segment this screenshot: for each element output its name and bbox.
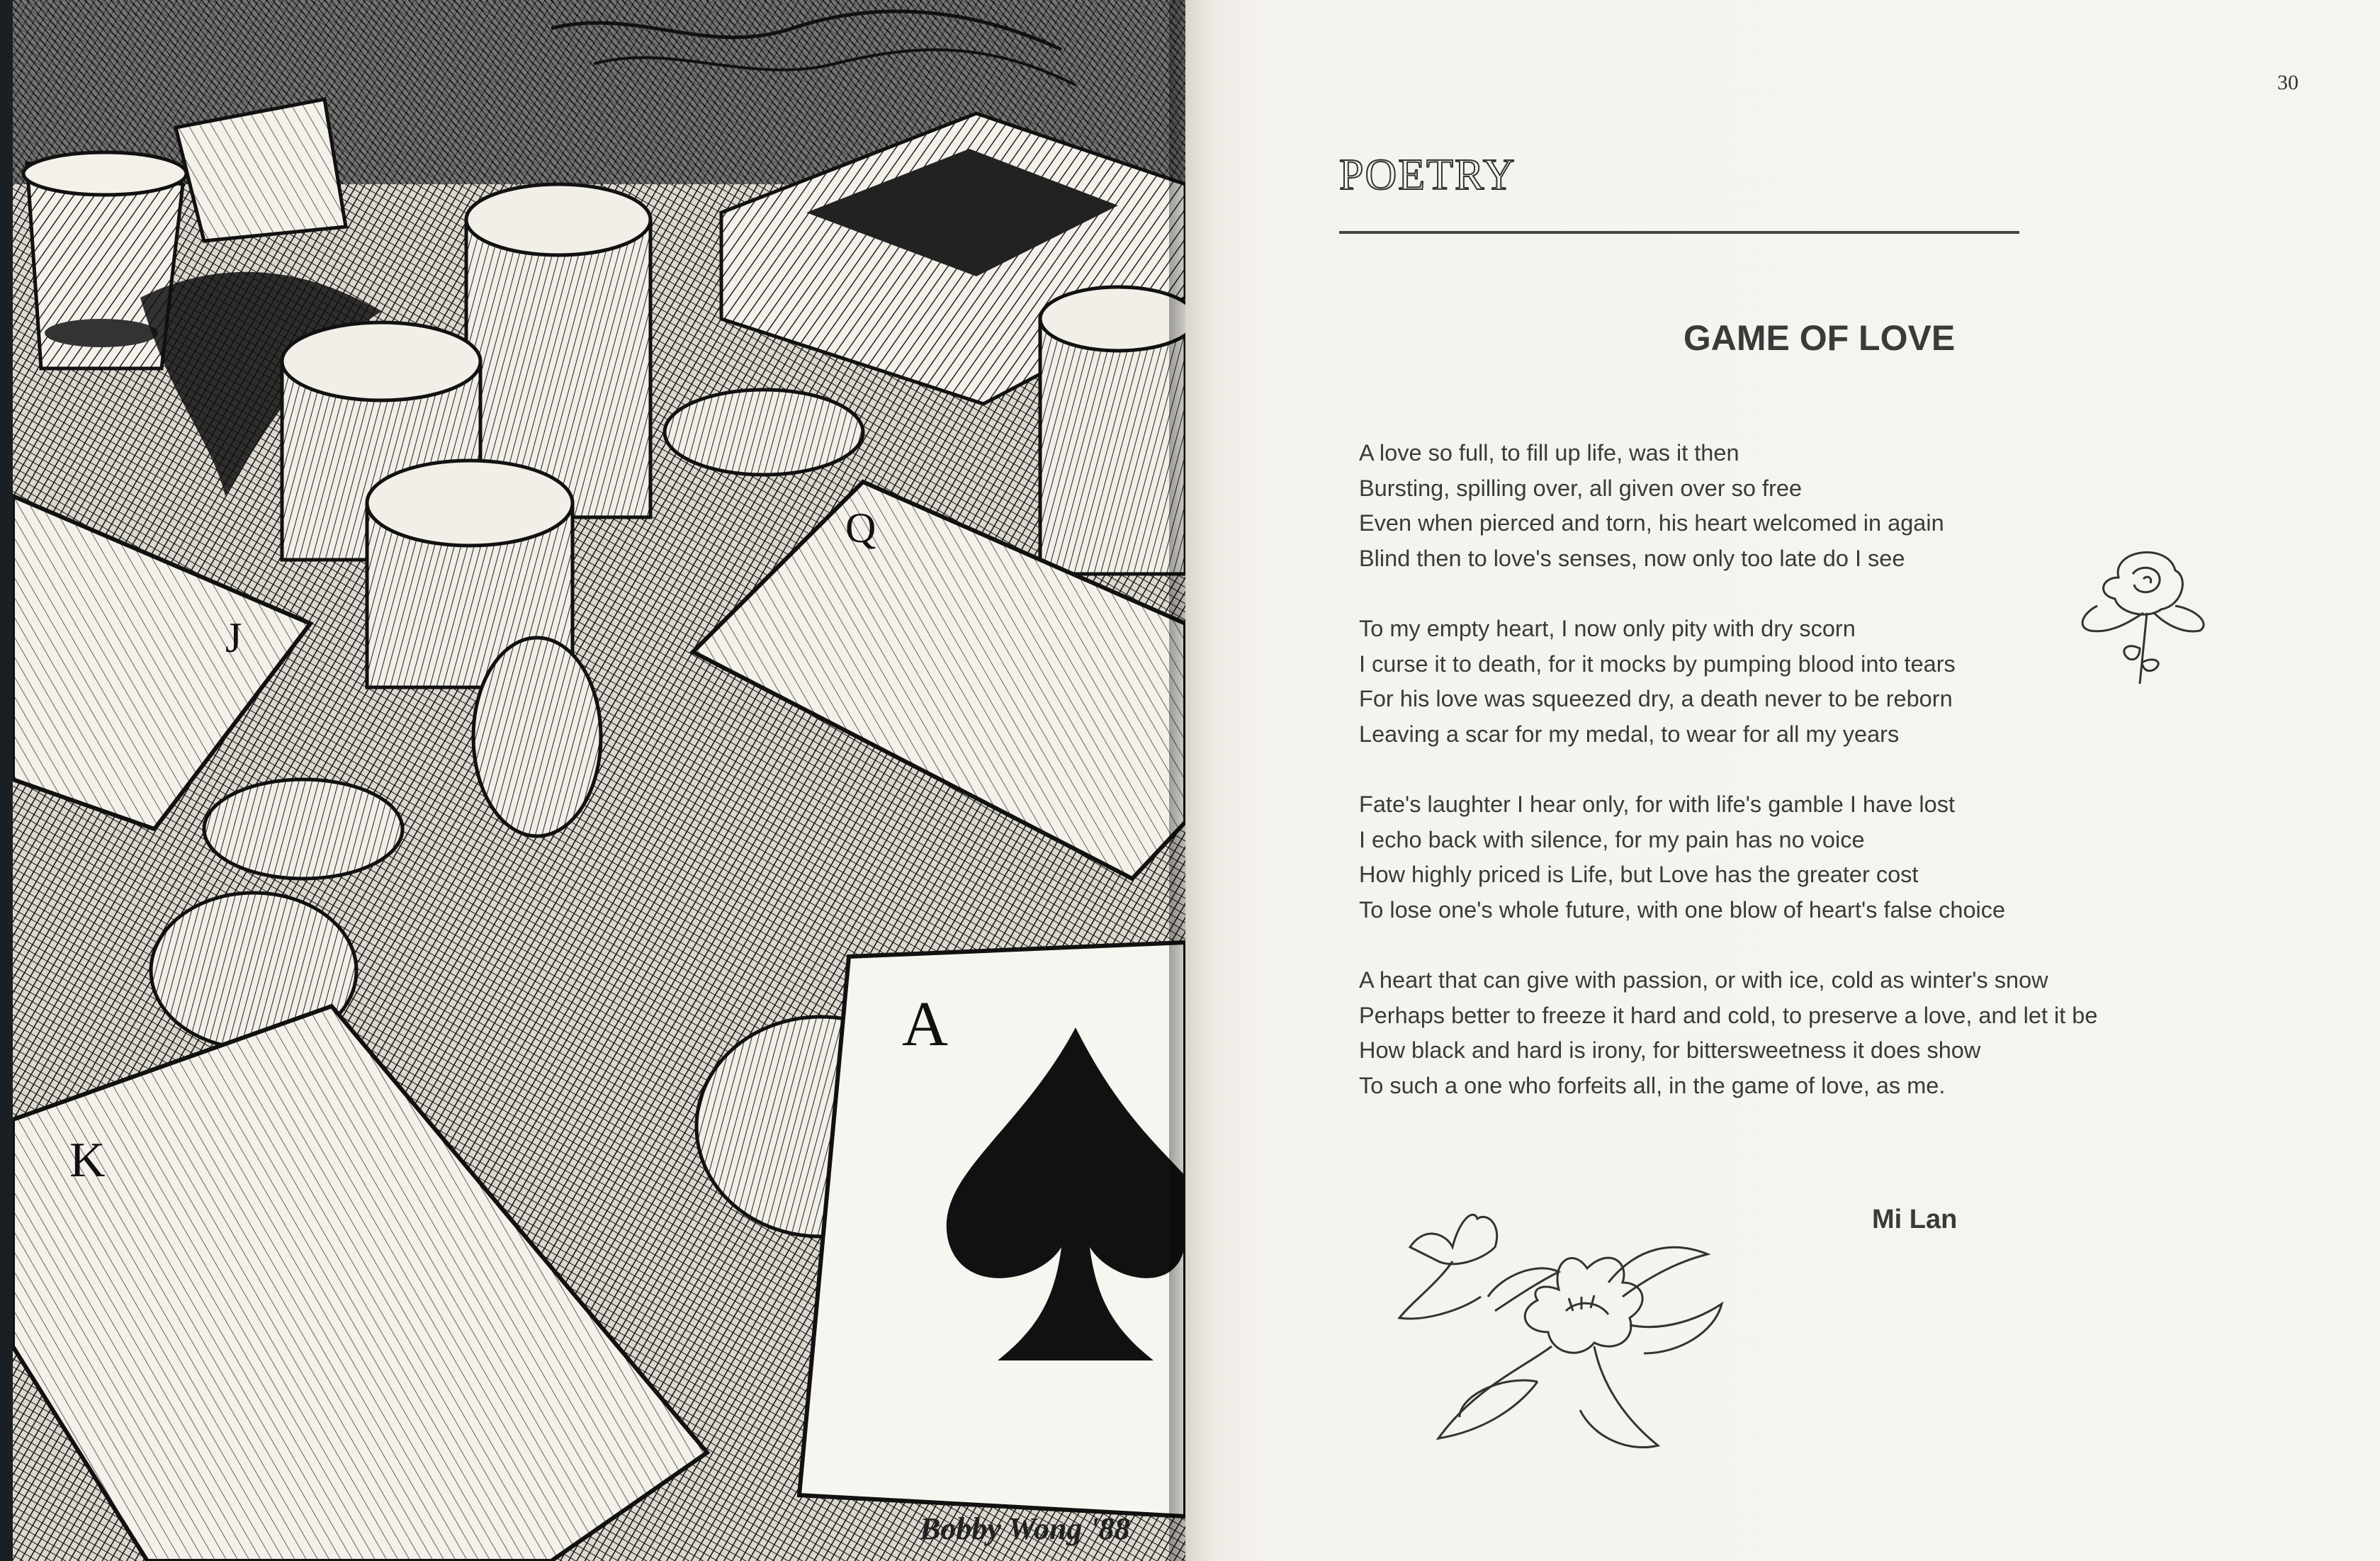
poem-line: How highly priced is Life, but Love has the greater cost [1359,862,1919,887]
poem-line: Fate's laughter I hear only, for with life's gamble I have lost [1359,791,1955,817]
lily-flower-icon [1396,1205,1764,1474]
illustration-page [13,0,1185,1561]
poem-line: To my empty heart, I now only pity with dry scorn [1359,616,1856,641]
poem-line: A love so full, to fill up life, was it then [1359,440,1739,466]
stanza [1359,963,2209,1103]
ace-of-spades-card [799,942,1185,1516]
poem-line: Blind then to love's senses, now only too late do I see [1359,545,1905,571]
poem-line: I curse it to death, for it mocks by pumping blood into tears [1359,650,1956,677]
stanza [1359,787,2209,928]
poem-line: To such a one who forfeits all, in the game of love, as me. [1359,1072,1946,1098]
poem-line: I echo back with silence, for my pain has no voice [1359,826,1865,852]
coin [473,638,601,836]
coin-stack [1040,287,1185,574]
poem-author: Mi Lan [1872,1205,1958,1234]
king-letter: K [69,1133,106,1188]
poem-line: Bursting, spilling over, all given over so free [1359,475,1803,501]
coin [204,779,402,879]
poem-line: For his love was squeezed dry, a death never to be reborn [1359,686,1953,711]
poem-line: Leaving a scar for my medal, to wear for all my years [1359,721,1900,747]
card-game-illustration [13,0,1185,1561]
coin [665,390,863,475]
section-heading: POETRY [1339,151,1516,199]
poem-line: Even when pierced and torn, his heart welcomed in again [1359,510,1944,536]
rose-icon [2069,535,2218,691]
poem-title: GAME OF LOVE [1683,318,1956,358]
poem-line: How black and hard is irony, for bittersweetness it does show [1359,1037,1981,1063]
poem-line: To lose one's whole future, with one blow of heart's false choice [1359,896,2006,923]
poem-line: Perhaps better to freeze it hard and cold, to preserve a love, and let it be [1359,1002,2098,1028]
artist-signature: Bobby Wong '88 [920,1511,1130,1546]
page-number: 30 [2277,71,2299,94]
queen-letter: Q [845,505,876,551]
poem-line: A heart that can give with passion, or with ice, cold as winter's snow [1359,967,2048,993]
jack-letter: J [225,614,242,661]
ace-letter: A [902,989,948,1059]
heading-rule [1339,231,2019,234]
